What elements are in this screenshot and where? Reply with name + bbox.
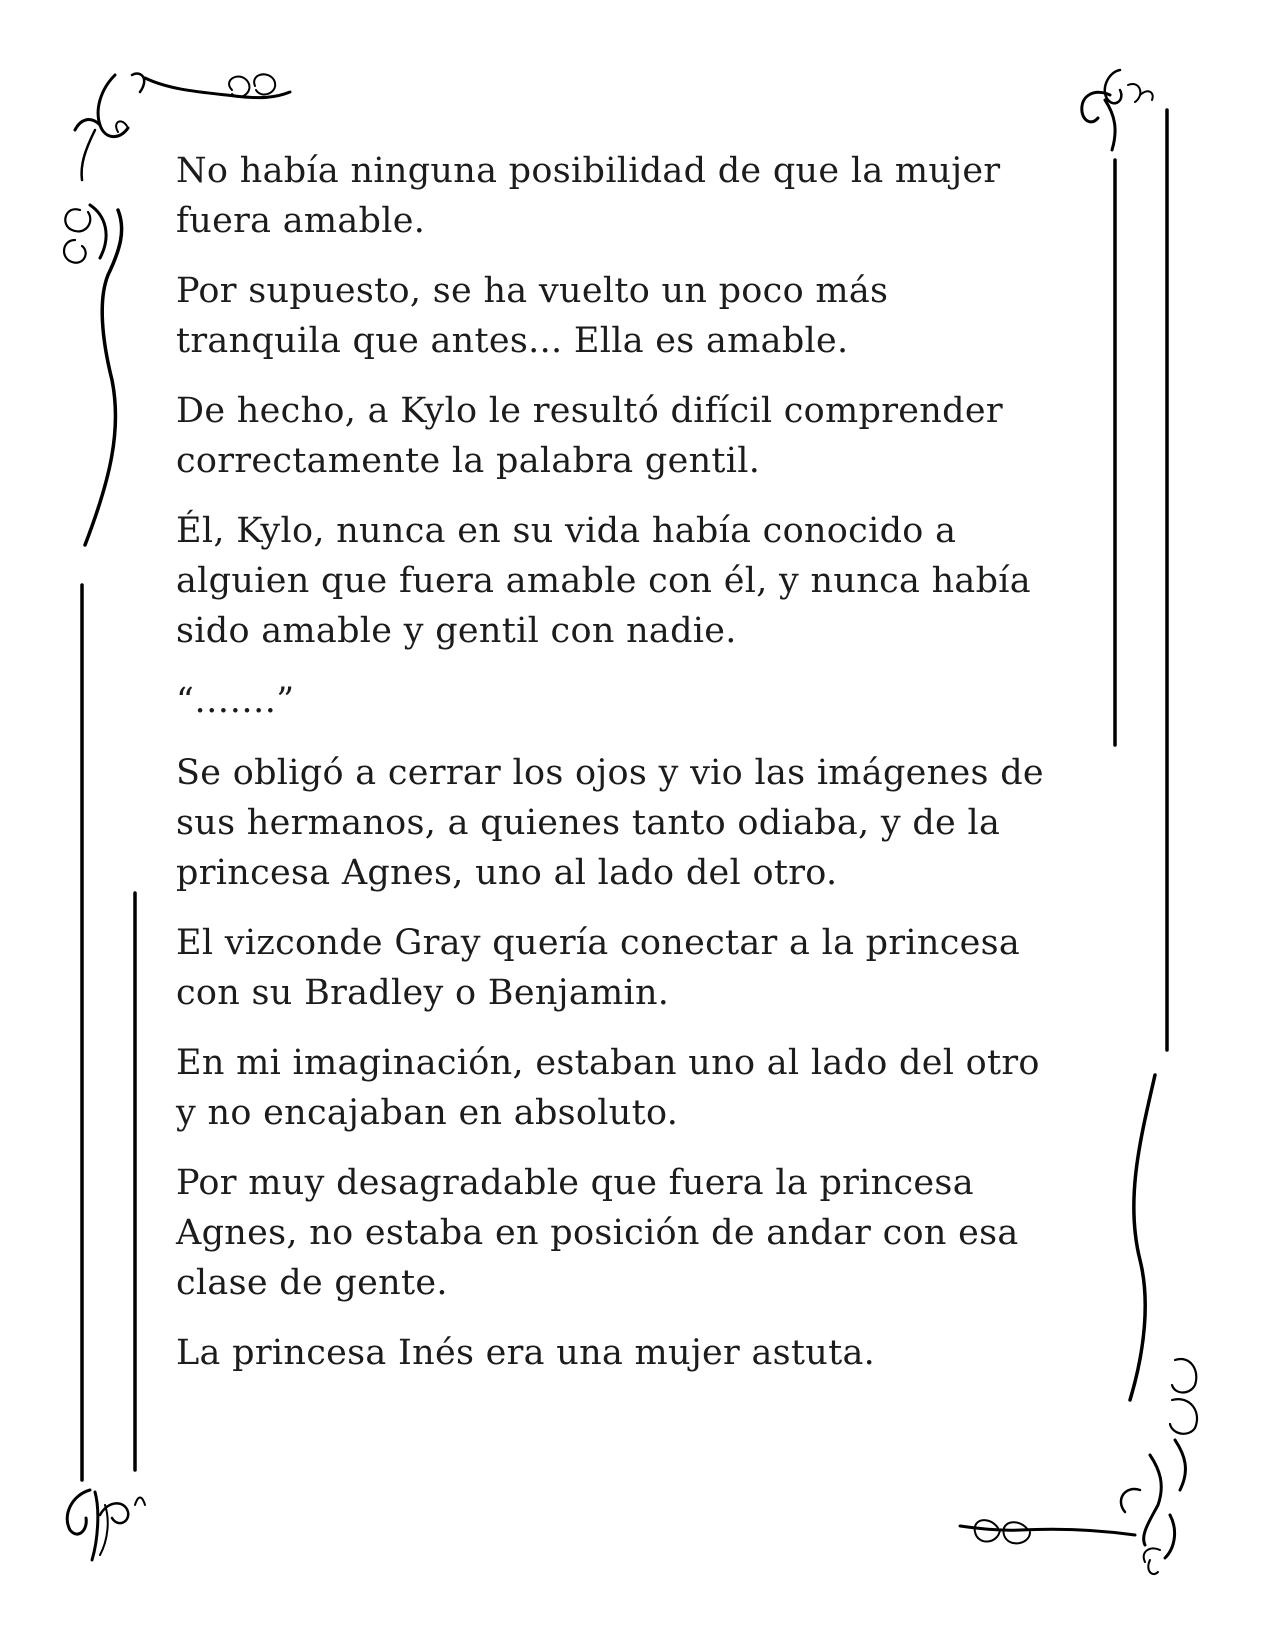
paragraph: La princesa Inés era una mujer astuta. bbox=[176, 1333, 876, 1373]
paragraph: No había ninguna posibilidad de que la mujer fuera amable. bbox=[176, 151, 1001, 241]
paragraph: Se obligó a cerrar los ojos y vio las imágenes de sus hermanos, a quienes tanto odiaba, y de la princesa Agnes, uno al lado del otro. bbox=[176, 753, 1044, 893]
paragraph: De hecho, a Kylo le resultó difícil comprender correctamente la palabra gentil. bbox=[176, 391, 1003, 481]
dialogue-ellipsis: “…….” bbox=[176, 681, 295, 721]
bottom-left-flourish-icon bbox=[67, 1490, 145, 1560]
paragraph: En mi imaginación, estaban uno al lado del otro y no encajaban en absoluto. bbox=[176, 1043, 1040, 1133]
paragraph: Por supuesto, se ha vuelto un poco más tranquila que antes... Ella es amable. bbox=[176, 271, 889, 361]
paragraph: El vizconde Gray quería conectar a la princesa con su Bradley o Benjamin. bbox=[176, 923, 1021, 1013]
top-right-flourish-icon bbox=[1082, 70, 1153, 150]
paragraph: Por muy desagradable que fuera la princesa Agnes, no estaba en posición de andar con esa clase de gente. bbox=[176, 1163, 1019, 1303]
paragraph: Él, Kylo, nunca en su vida había conocido a alguien que fuera amable con él, y nunca había sido amable y gentil con nadie. bbox=[176, 511, 1031, 651]
story-text bbox=[176, 146, 1116, 1398]
